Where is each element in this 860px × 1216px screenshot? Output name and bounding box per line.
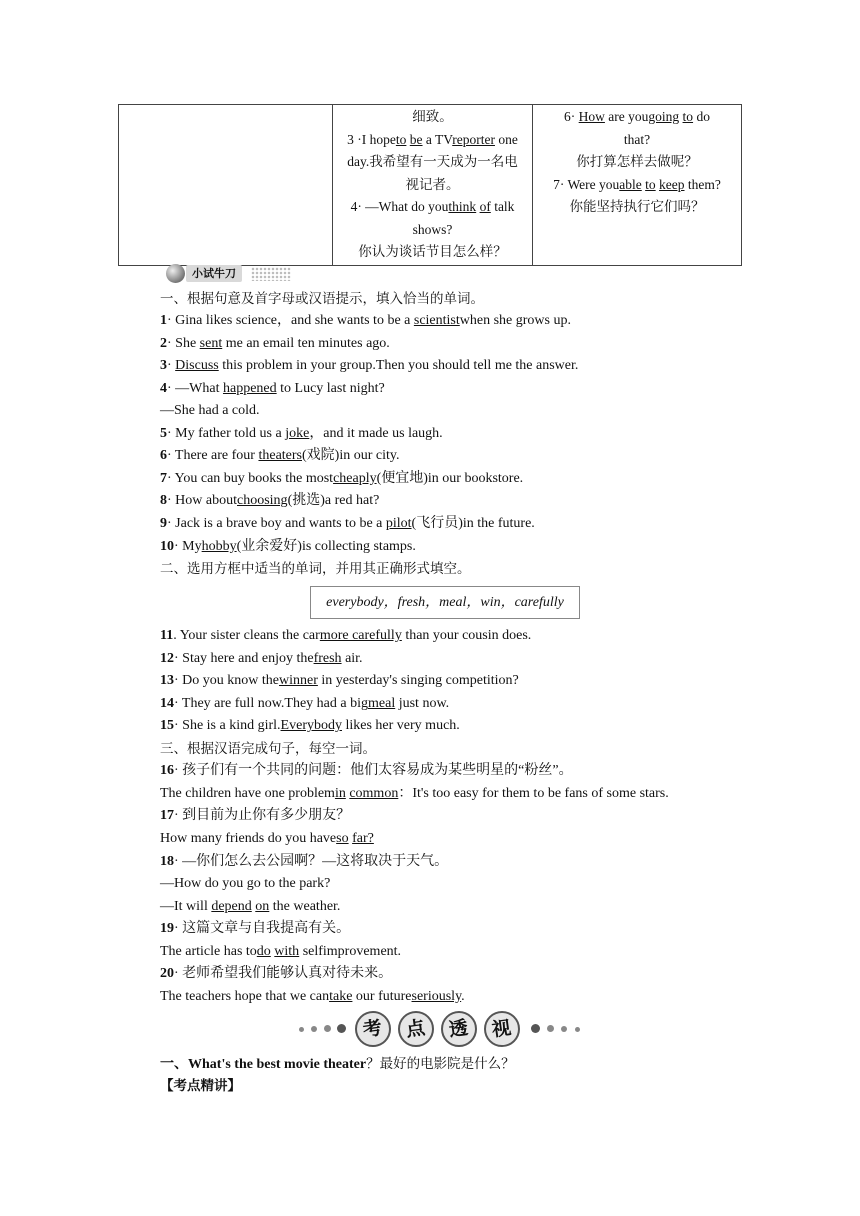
answer-blank: to [395, 131, 407, 147]
answer-blank: theaters [258, 448, 302, 463]
text-segment: · —What do you [357, 199, 449, 214]
answer-blank: more carefully [319, 628, 402, 643]
text-segment: 4 [350, 199, 358, 214]
item-number: 11 [160, 628, 174, 643]
text-segment: (挑选)a red hat? [287, 493, 380, 508]
exercise-line [160, 671, 519, 691]
table-line [336, 174, 529, 197]
answer-blank: in [334, 786, 346, 801]
text-segment: to Lucy last night? [276, 381, 385, 396]
banner-dot-icon [531, 1024, 540, 1033]
item-number: 1 [160, 313, 167, 328]
text-segment: this problem in your group.Then you should tell me the answer. [218, 358, 579, 373]
practice-badge [166, 263, 286, 285]
item-number: 16 [160, 763, 174, 778]
text-segment: 你能坚持执行它们吗？ [569, 199, 705, 214]
text-segment: · How about [167, 493, 237, 508]
table-line [336, 106, 529, 129]
answer-blank: Everybody [280, 718, 342, 733]
answer-blank: fresh [313, 651, 342, 666]
banner-dot-icon [547, 1025, 554, 1032]
exercise-line [160, 829, 374, 849]
exercise-line [160, 469, 523, 489]
answer-blank: so [336, 831, 349, 846]
table-line [336, 196, 529, 219]
exercise-line [160, 446, 399, 466]
exercise-line [160, 514, 535, 534]
text-segment: · She is a kind girl. [174, 718, 281, 733]
text-segment: · 这篇文章与自我提高有关。 [174, 921, 351, 936]
item-number: 20 [160, 966, 174, 981]
item-number: 13 [160, 673, 174, 688]
exercise-line [160, 649, 363, 669]
word-choice-box: everybody，fresh，meal，win，carefully [310, 586, 580, 619]
text-segment: · Do you know the [174, 673, 279, 688]
answer-blank: hobby [201, 539, 237, 554]
exercise-line [160, 311, 571, 331]
exercise-line [160, 784, 669, 804]
exercise-line [160, 806, 350, 826]
answer-blank: to [682, 109, 694, 124]
text-segment: in yesterday's singing competition? [317, 673, 519, 688]
exercise-line [160, 716, 460, 736]
item-number: 12 [160, 651, 174, 666]
answer-blank: choosing [237, 493, 288, 508]
text-segment: · 孩子们有一个共同的问题：他们太容易成为某些明星的“粉丝”。 [174, 763, 573, 778]
text-segment: · Stay here and enjoy the [174, 651, 314, 666]
answer-blank: far? [352, 831, 374, 846]
table-line [536, 106, 738, 129]
text-segment: · Were you [559, 176, 620, 192]
text-segment: our future [352, 989, 412, 1004]
text-segment: me an email ten minutes ago. [222, 336, 390, 351]
answer-blank: do [256, 944, 271, 959]
text-segment: shows? [412, 221, 453, 237]
exercise-line [160, 942, 401, 962]
exercise-line [160, 334, 390, 354]
banner-seal-2: 点 [398, 1011, 434, 1047]
table-line [536, 174, 738, 197]
text-segment: —It will [160, 899, 212, 914]
answer-blank: think [448, 199, 477, 214]
exercise-line [160, 491, 379, 511]
text-segment: 细致。 [412, 109, 453, 124]
answer-blank: cheaply [333, 471, 377, 486]
text-segment: talk [490, 199, 515, 214]
table-cell-empty [119, 105, 333, 266]
text-segment: The article has to [160, 944, 257, 959]
exercise-line [160, 874, 330, 894]
text-segment: —She had a cold. [160, 403, 260, 418]
answer-blank: pilot [385, 516, 412, 531]
table-line [336, 129, 529, 152]
text-segment: 3 [347, 131, 354, 147]
text-segment: 6 [564, 109, 571, 124]
text-segment: are you [604, 109, 649, 124]
answer-blank: to [645, 176, 656, 192]
table-cell-middle [333, 105, 533, 266]
exercise-line [160, 919, 350, 939]
text-segment: · Gina likes science，and she wants to be a [167, 313, 414, 328]
banner-seal-4: 视 [484, 1011, 520, 1047]
banner-seal-3: 透 [441, 1011, 477, 1047]
answer-blank: with [274, 944, 300, 959]
text-segment: —How do you go to the park? [160, 876, 331, 891]
answer-blank: scientist [413, 313, 460, 328]
item-number: 18 [160, 854, 174, 869]
exercise-line [160, 761, 573, 781]
text-segment: likes her very much. [341, 718, 460, 733]
item-number: 10 [160, 539, 174, 554]
banner-dot-icon [561, 1026, 567, 1032]
text-segment: . Your sister cleans the car [173, 628, 320, 643]
answer-blank: happened [222, 381, 277, 396]
exercise-line [160, 626, 531, 646]
item-number: 19 [160, 921, 174, 936]
answer-blank: common [349, 786, 399, 801]
text-segment: · Jack is a brave boy and wants to be a [167, 516, 386, 531]
banner-seal-1: 考 [355, 1011, 391, 1047]
text-segment: (业余爱好)is collecting stamps. [236, 539, 416, 554]
section-title-english: 一、What's the best movie theater [160, 1057, 367, 1072]
table-line [336, 241, 529, 264]
answer-blank: able [619, 176, 642, 192]
text-segment: 二、选用方框中适当的单词，并用其正确形式填空。 [160, 561, 471, 577]
exercise-line [160, 401, 260, 421]
text-segment: · My [174, 539, 202, 554]
answer-blank: winner [279, 673, 318, 688]
answer-blank: sent [199, 336, 223, 351]
item-number: 17 [160, 808, 174, 823]
key-points-banner [295, 1010, 595, 1050]
answer-blank: going [648, 109, 680, 124]
text-segment: (飞行员)in the future. [411, 516, 535, 531]
text-segment: 7 [553, 176, 560, 192]
item-number: 14 [160, 696, 174, 711]
banner-dot-icon [299, 1027, 304, 1032]
text-segment: · They are full now.They had a big [174, 696, 368, 711]
answer-blank: meal [368, 696, 396, 711]
answer-blank: Discuss [175, 358, 219, 373]
text-segment: · [167, 358, 176, 373]
item-number: 9 [160, 516, 167, 531]
answer-blank: be [409, 131, 423, 147]
banner-dot-icon [324, 1025, 331, 1032]
answer-blank: keep [659, 176, 685, 192]
text-segment: day.我希望有一天成为一名电 [347, 154, 518, 169]
exercise-line [160, 424, 443, 444]
section-title [160, 1054, 515, 1075]
table-line [536, 151, 738, 174]
answer-blank: reporter [452, 131, 495, 147]
exercise-line [160, 897, 340, 917]
answer-blank: seriously [411, 989, 462, 1004]
text-segment: selfimprovement. [299, 944, 402, 959]
text-segment: · My father told us a [167, 426, 286, 441]
text-segment: (戏院)in our city. [302, 448, 400, 463]
text-segment: The teachers hope that we can [160, 989, 330, 1004]
text-segment: the weather. [269, 899, 341, 914]
section-heading [160, 739, 376, 759]
text-segment: · She [167, 336, 200, 351]
item-number: 4 [160, 381, 167, 396]
exercise-line [160, 356, 578, 376]
subheading: 【考点精讲】 [160, 1078, 241, 1094]
text-segment: air. [341, 651, 363, 666]
text-segment: 你打算怎样去做呢？ [576, 154, 698, 169]
exercise-line [160, 852, 448, 872]
text-segment: · —你们怎么去公园啊？—这将取决于天气。 [174, 854, 449, 869]
section-heading [160, 559, 471, 579]
text-segment: ：It's too easy for them to be fans of some stars. [398, 786, 669, 801]
text-segment: · —What [167, 381, 223, 396]
table-line [536, 196, 738, 219]
text-segment: ，and it made us laugh. [309, 426, 443, 441]
exercise-line [160, 964, 392, 984]
answer-blank: of [479, 199, 491, 214]
item-number: 15 [160, 718, 174, 733]
item-number: 8 [160, 493, 167, 508]
exercise-line [160, 694, 449, 714]
text-segment: · 到目前为止你有多少朋友？ [174, 808, 351, 823]
text-segment: 你认为谈话节目怎么样？ [358, 244, 507, 259]
text-segment: · There are four [167, 448, 259, 463]
text-segment: 三、根据汉语完成句子，每空一词。 [160, 741, 376, 757]
badge-label: 小试牛刀 [186, 265, 242, 282]
section-title-chinese: ？最好的电影院是什么？ [366, 1056, 515, 1072]
text-segment: just now. [395, 696, 450, 711]
text-segment: do [693, 109, 710, 124]
text-segment: that? [623, 131, 651, 147]
answer-blank: take [329, 989, 353, 1004]
table-line [536, 129, 738, 152]
text-segment: them? [684, 176, 721, 192]
text-segment: · [570, 109, 579, 124]
text-segment: 一、根据句意及首字母或汉语提示，填入恰当的单词。 [160, 291, 484, 307]
badge-dots-decoration [251, 267, 291, 281]
table-line [336, 219, 529, 242]
badge-ball-icon [166, 264, 185, 283]
text-segment: (便宜地)in our bookstore. [376, 471, 524, 486]
banner-dot-icon [575, 1027, 580, 1032]
item-number: 7 [160, 471, 167, 486]
item-number: 6 [160, 448, 167, 463]
answer-blank: How [578, 109, 605, 124]
text-segment: . [461, 989, 465, 1004]
answer-blank: on [255, 899, 270, 914]
exercise-line [160, 379, 385, 399]
table-line [336, 151, 529, 174]
item-number: 5 [160, 426, 167, 441]
item-number: 3 [160, 358, 167, 373]
section-heading [160, 289, 484, 309]
text-segment: · You can buy books the most [167, 471, 334, 486]
text-segment: ·I hope [353, 131, 396, 147]
text-segment: 视记者。 [405, 176, 460, 192]
text-segment: one [494, 131, 518, 147]
vocab-table [118, 104, 742, 266]
item-number: 2 [160, 336, 167, 351]
text-segment: · 老师希望我们能够认真对待未来。 [174, 966, 393, 981]
banner-dot-icon [337, 1024, 346, 1033]
text-segment: than your cousin does. [401, 628, 532, 643]
table-cell-right [533, 105, 742, 266]
banner-dot-icon [311, 1026, 317, 1032]
text-segment: when she grows up. [459, 313, 571, 328]
text-segment: The children have one problem [160, 786, 335, 801]
exercise-line [160, 537, 416, 557]
text-segment: a TV [422, 131, 453, 147]
answer-blank: depend [211, 899, 252, 914]
exercise-line [160, 987, 465, 1007]
answer-blank: joke [285, 426, 310, 441]
text-segment: How many friends do you have [160, 831, 337, 846]
